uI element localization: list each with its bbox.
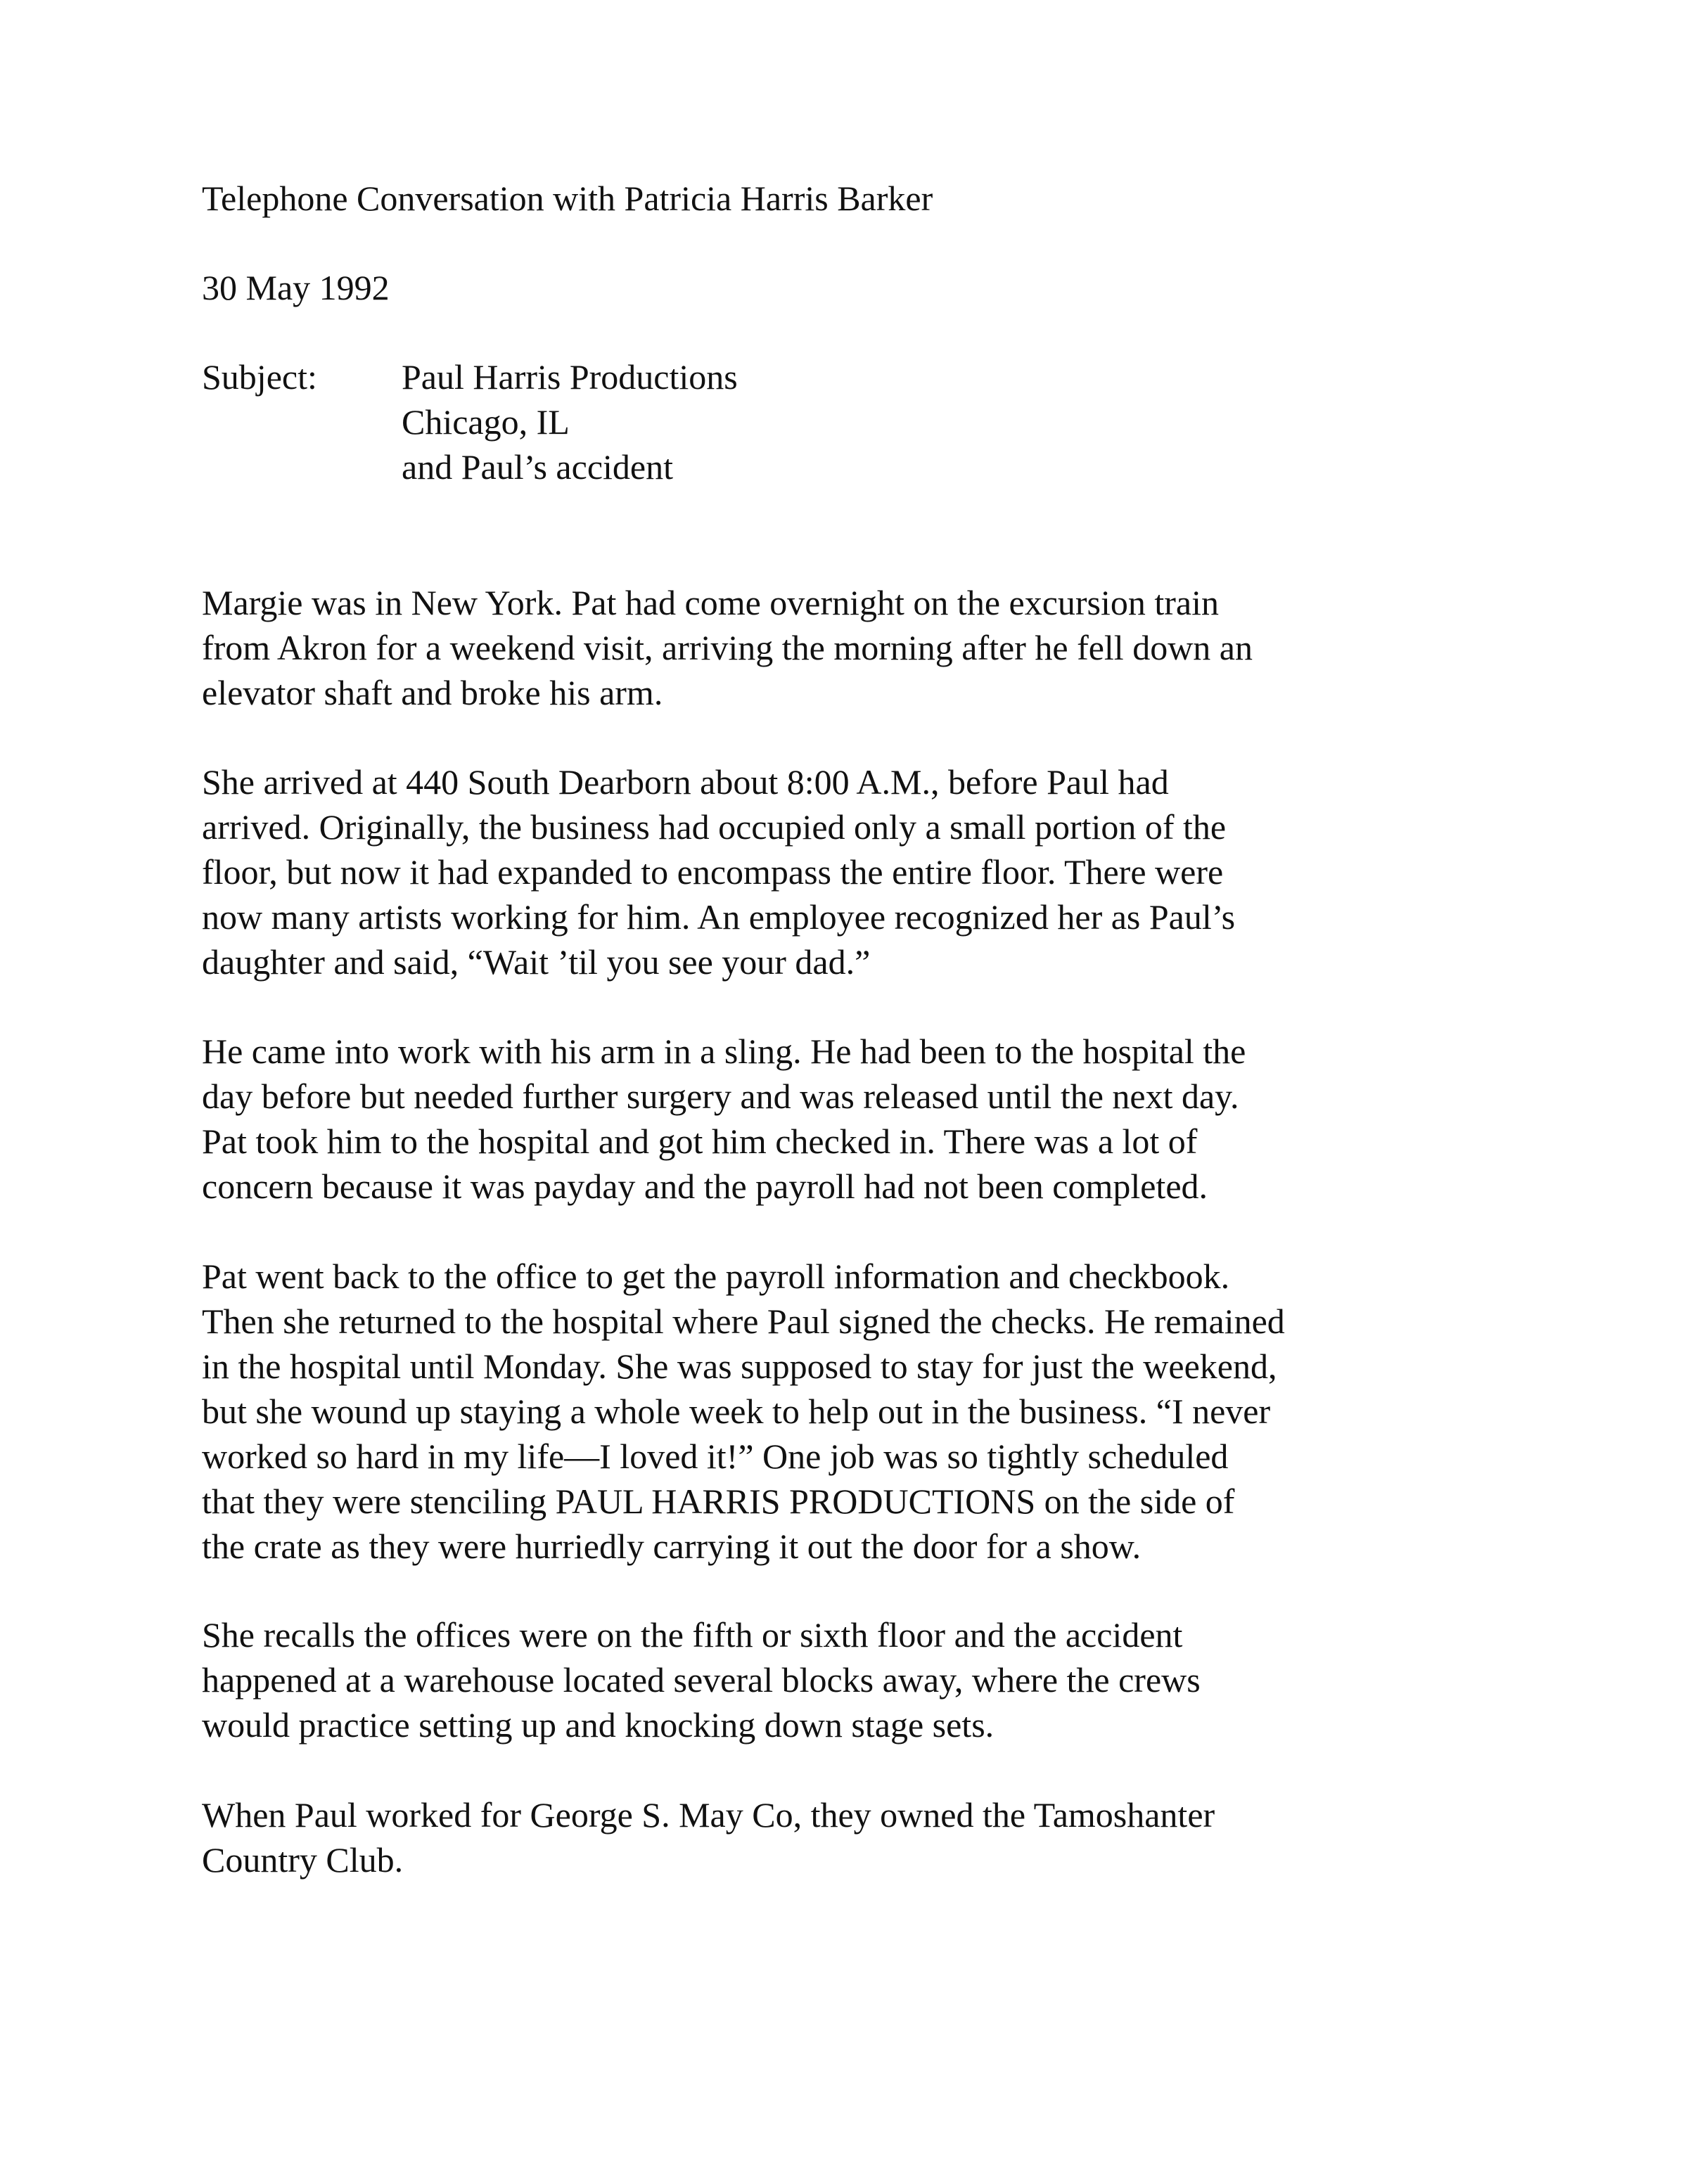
text-line: elevator shaft and broke his arm. — [202, 673, 663, 712]
text-line: the crate as they were hurriedly carrying it out the door for a show. — [202, 1527, 1142, 1566]
body-paragraph — [202, 1612, 1440, 1747]
text-line: Pat went back to the office to get the payroll information and checkbook. — [202, 1257, 1230, 1296]
text-line: happened at a warehouse located several blocks away, where the crews — [202, 1660, 1201, 1700]
text-line: Margie was in New York. Pat had come overnight on the excursion train — [202, 583, 1220, 622]
body-paragraph — [202, 1029, 1440, 1209]
text-line: He came into work with his arm in a sling. He had been to the hospital the — [202, 1032, 1246, 1071]
text-line: but she wound up staying a whole week to help out in the business. “I never — [202, 1392, 1271, 1431]
text-line: would practice setting up and knocking down stage sets. — [202, 1705, 995, 1745]
text-line: concern because it was payday and the payroll had not been completed. — [202, 1167, 1208, 1206]
text-line: She recalls the offices were on the fifth or sixth floor and the accident — [202, 1615, 1183, 1655]
text-line: arrived. Originally, the business had occupied only a small portion of the — [202, 807, 1227, 847]
text-line: When Paul worked for George S. May Co, they owned the Tamoshanter — [202, 1795, 1215, 1835]
text-line: that they were stenciling PAUL HARRIS PRODUCTIONS on the side of — [202, 1482, 1235, 1521]
text-line: She arrived at 440 South Dearborn about 8:00 A.M., before Paul had — [202, 762, 1169, 802]
text-line: in the hospital until Monday. She was supposed to stay for just the weekend, — [202, 1347, 1277, 1386]
text-line: worked so hard in my life—I loved it!” One job was so tightly scheduled — [202, 1437, 1229, 1476]
body-paragraph — [202, 1254, 1440, 1569]
subject-line: and Paul’s accident — [402, 447, 673, 487]
document-date: 30 May 1992 — [202, 268, 390, 307]
text-line: now many artists working for him. An employee recognized her as Paul’s — [202, 897, 1236, 937]
subject-line: Chicago, IL — [402, 402, 570, 442]
text-line: day before but needed further surgery and was released until the next day. — [202, 1077, 1239, 1116]
text-line: Country Club. — [202, 1840, 404, 1880]
subject-label: Subject: — [202, 357, 317, 397]
subject-line: Paul Harris Productions — [402, 357, 738, 397]
text-line: daughter and said, “Wait ’til you see your dad.” — [202, 942, 871, 982]
subject-lines — [402, 354, 738, 489]
document-title: Telephone Conversation with Patricia Harris Barker — [202, 179, 933, 218]
body-paragraph — [202, 1792, 1440, 1882]
body-paragraph — [202, 580, 1440, 715]
text-line: from Akron for a weekend visit, arriving the morning after he fell down an — [202, 628, 1253, 667]
text-line: Then she returned to the hospital where Paul signed the checks. He remained — [202, 1302, 1285, 1341]
body-paragraph — [202, 759, 1440, 984]
text-line: floor, but now it had expanded to encompass the entire floor. There were — [202, 852, 1224, 892]
text-line: Pat took him to the hospital and got him checked in. There was a lot of — [202, 1122, 1198, 1161]
